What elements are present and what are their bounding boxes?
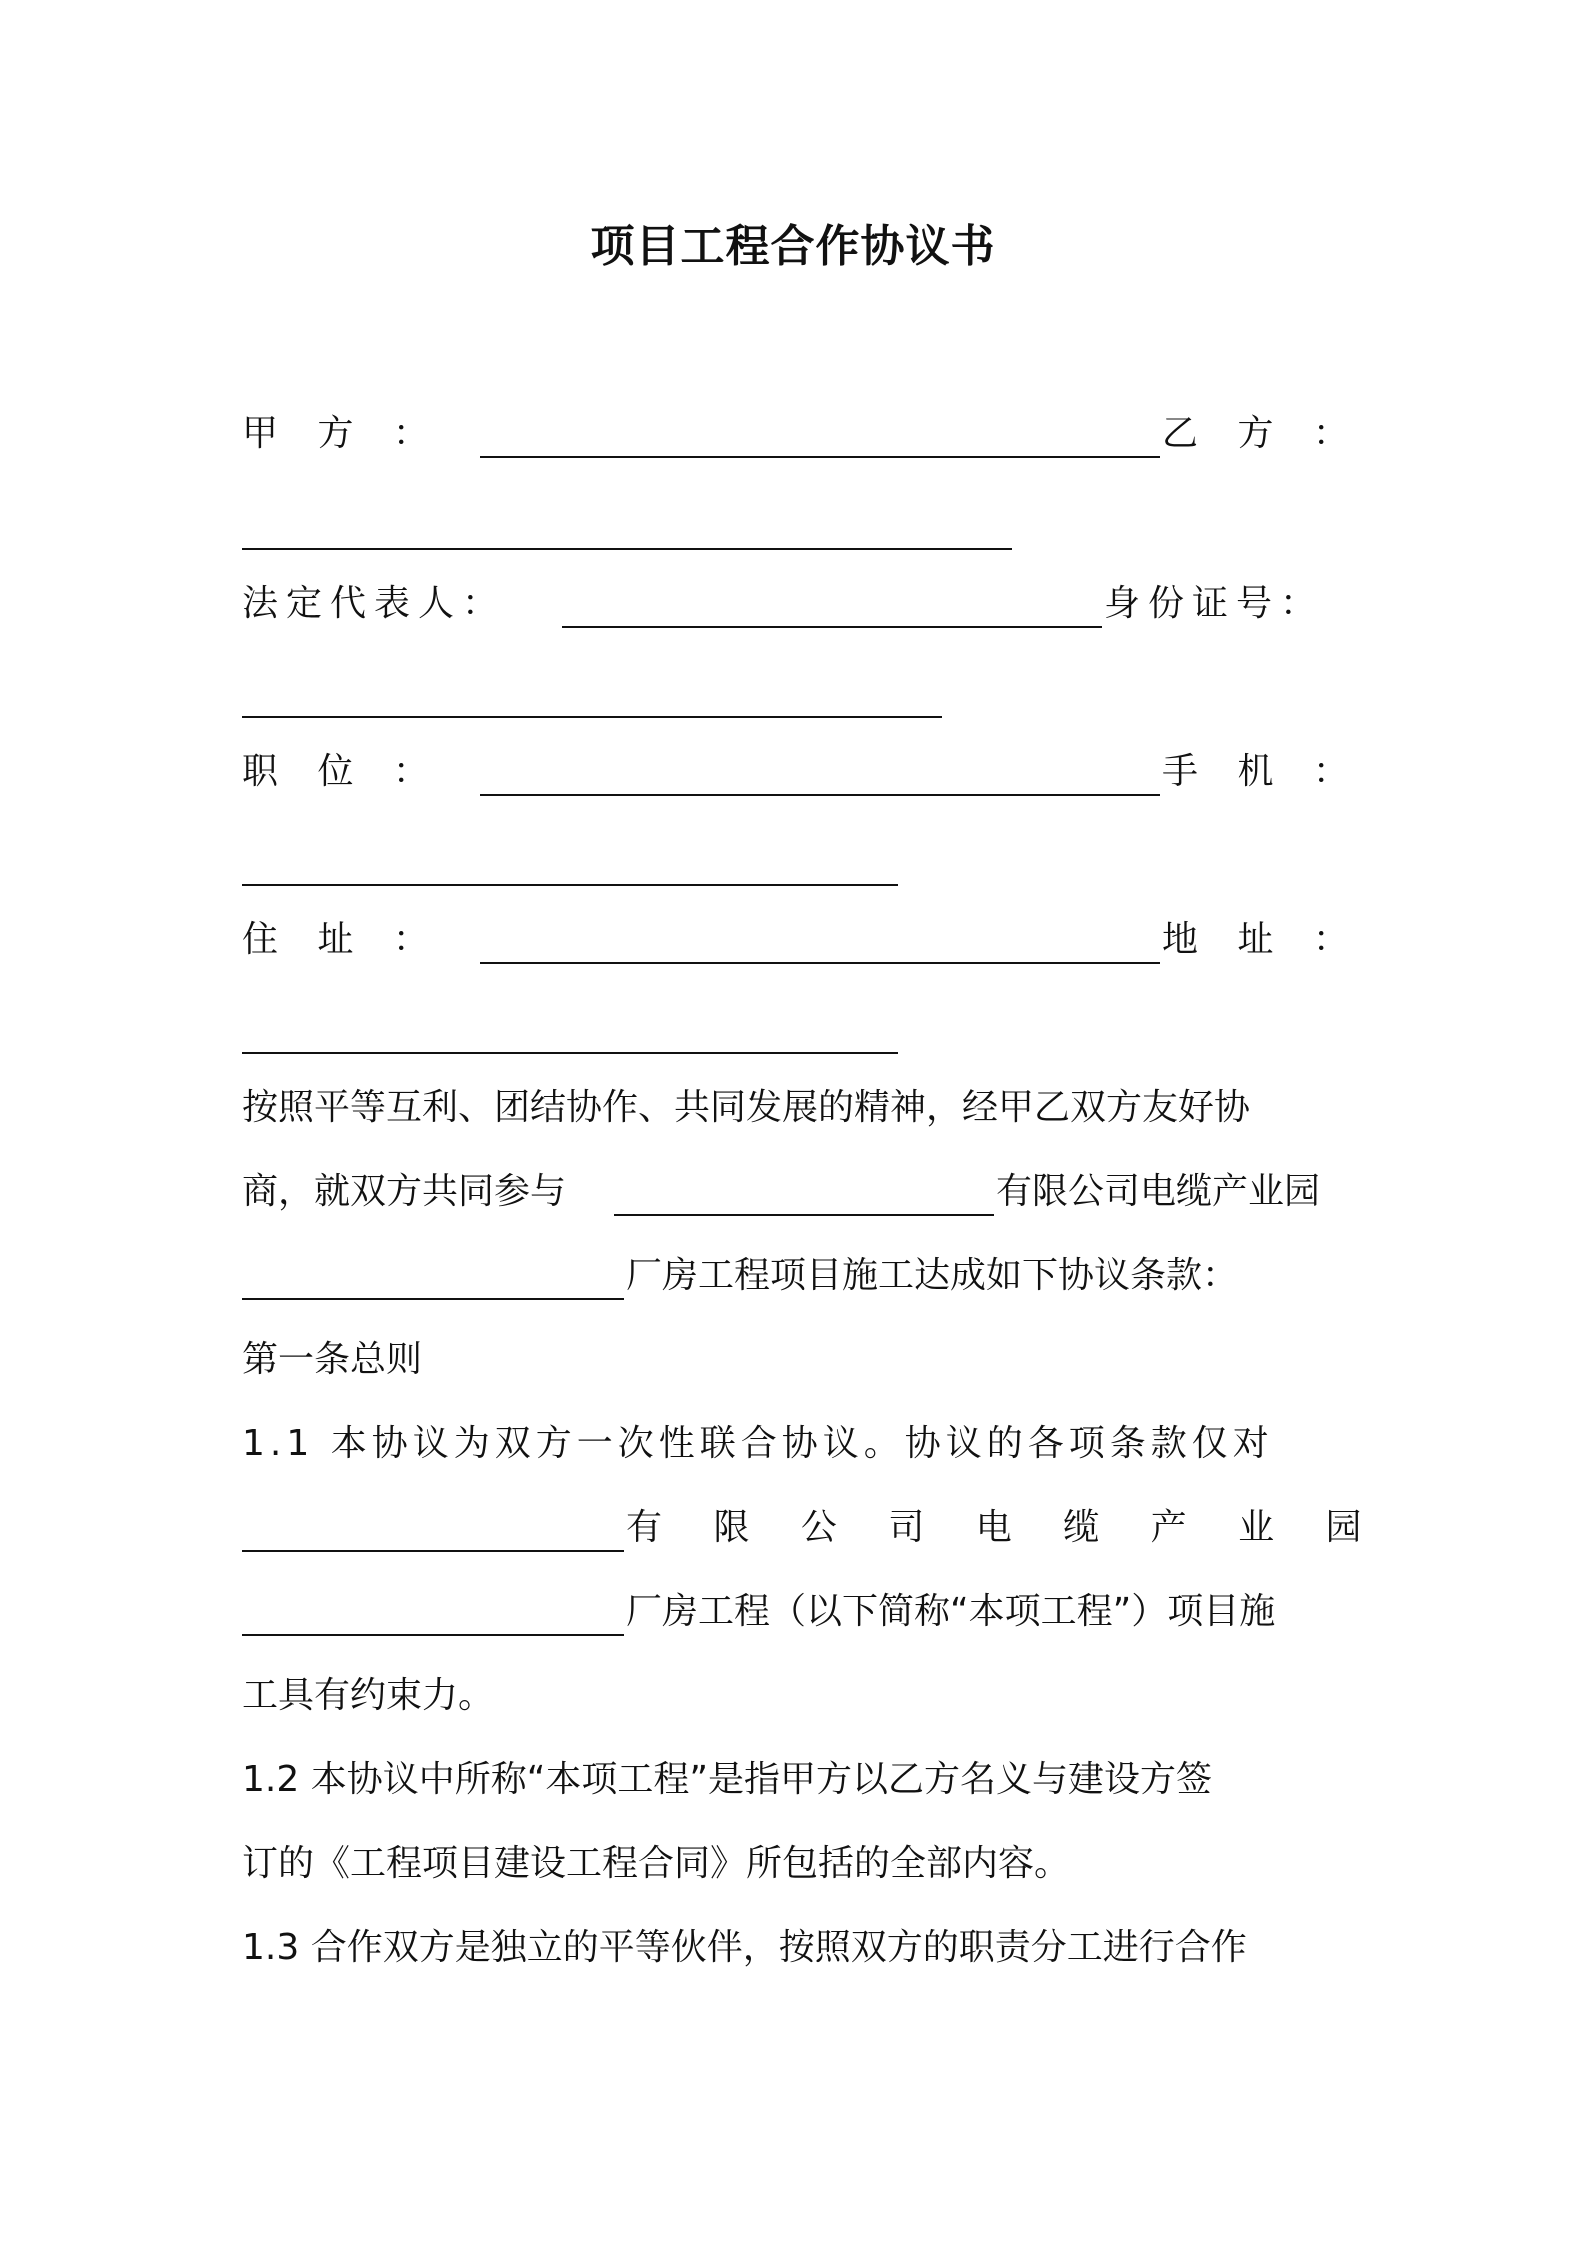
position-label: 职 位 ：	[242, 751, 443, 792]
mobile-label: 手 机 ：	[1162, 751, 1363, 792]
id-number-label: 身份证号：	[1104, 583, 1325, 624]
preamble-line-3-after: 厂房工程项目施工达成如下协议条款：	[626, 1255, 1239, 1296]
legal-rep-row	[242, 578, 1357, 630]
document-title: 项目工程合作协议书	[590, 221, 996, 272]
party-a-blank[interactable]	[480, 426, 1160, 458]
residence-blank[interactable]	[480, 932, 1160, 964]
address-blank[interactable]	[242, 1052, 898, 1054]
clause-1-2-line-1: 1.2 本协议中所称“本项工程”是指甲方以乙方名义与建设方签	[242, 1759, 1212, 1800]
mobile-blank[interactable]	[242, 884, 898, 886]
position-blank[interactable]	[480, 764, 1160, 796]
preamble-line-1: 按照平等互利、团结协作、共同发展的精神，经甲乙双方友好协	[242, 1087, 1251, 1128]
clause-1-1-line-2-after: 有 限 公 司 电 缆 产 业 园	[626, 1507, 1382, 1548]
clause-1-1-line-2	[242, 1502, 1382, 1554]
party-row	[242, 408, 1363, 460]
clause-1-2-line-2: 订的《工程项目建设工程合同》所包括的全部内容。	[242, 1843, 1071, 1884]
company-name-blank[interactable]	[614, 1184, 994, 1216]
id-number-blank[interactable]	[242, 716, 942, 718]
position-row	[242, 746, 1363, 798]
party-a-label: 甲 方 ：	[242, 413, 443, 454]
article-1-heading: 第一条总则	[242, 1339, 423, 1380]
party-b-label: 乙 方 ：	[1162, 413, 1363, 454]
clause-1-1-company-blank[interactable]	[242, 1520, 624, 1552]
clause-1-1-project-blank[interactable]	[242, 1604, 624, 1636]
address-row	[242, 914, 1363, 966]
preamble-line-3	[242, 1250, 1357, 1302]
clause-1-3-line-1: 1.3 合作双方是独立的平等伙伴，按照双方的职责分工进行合作	[242, 1927, 1247, 1968]
project-name-blank[interactable]	[242, 1268, 624, 1300]
residence-label: 住 址 ：	[242, 919, 443, 960]
preamble-line-2-before: 商，就双方共同参与	[242, 1171, 567, 1212]
preamble-line-2	[242, 1166, 1357, 1218]
legal-rep-blank[interactable]	[562, 596, 1102, 628]
clause-1-1-line-1: 1.1 本协议为双方一次性联合协议。协议的各项条款仅对	[242, 1423, 1274, 1464]
clause-1-1-line-3-after: 厂房工程（以下简称“本项工程”）项目施	[626, 1591, 1276, 1632]
address-label: 地 址 ：	[1162, 919, 1363, 960]
clause-1-1-line-3	[242, 1586, 1357, 1638]
clause-1-1-line-4: 工具有约束力。	[242, 1675, 495, 1716]
preamble-line-2-after: 有限公司电缆产业园	[996, 1171, 1321, 1212]
legal-rep-label: 法定代表人：	[242, 583, 507, 624]
party-b-blank[interactable]	[242, 548, 1012, 550]
